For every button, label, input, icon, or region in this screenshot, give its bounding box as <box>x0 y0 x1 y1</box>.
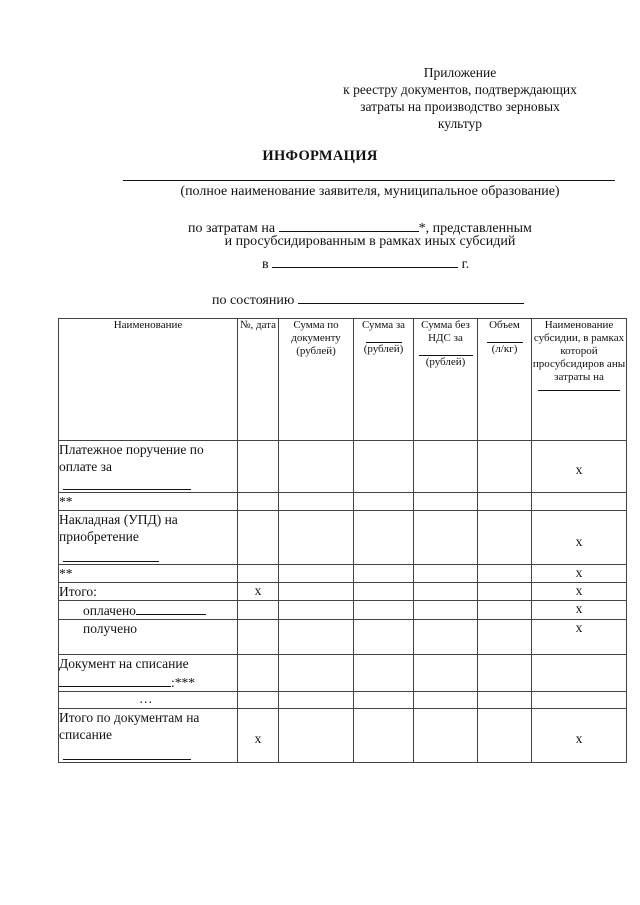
cell[interactable] <box>238 692 279 709</box>
header-volume-unit: (л/кг) <box>491 343 518 355</box>
cell[interactable] <box>532 692 627 709</box>
cell[interactable] <box>354 511 414 565</box>
costs-prefix: по затратам на <box>188 221 276 236</box>
row-waybill-label: Накладная (УПД) на приобретение <box>59 512 178 544</box>
document-title: ИНФОРМАЦИЯ <box>262 148 378 164</box>
cell[interactable] <box>354 583 414 601</box>
header-sum-for-label: Сумма за <box>361 319 406 331</box>
row-writeoff-label: Документ на списание <box>59 656 189 671</box>
cell[interactable] <box>478 709 532 763</box>
cell[interactable] <box>279 620 354 655</box>
table-row <box>59 655 627 692</box>
cell[interactable] <box>478 511 532 565</box>
cell[interactable] <box>354 441 414 493</box>
cell[interactable] <box>414 493 478 511</box>
table-row <box>59 709 627 763</box>
cell[interactable] <box>279 583 354 601</box>
cell[interactable] <box>478 620 532 655</box>
cell[interactable] <box>414 583 478 601</box>
appendix-line-1: Приложение <box>423 65 497 80</box>
row-stars-1: ** <box>59 493 238 511</box>
period-suffix: г. <box>461 257 470 272</box>
appendix-block <box>310 64 610 132</box>
applicant-caption: (полное наименование заявителя, муниципальное образование) <box>180 184 560 199</box>
row-waybill <box>59 511 238 565</box>
cell[interactable] <box>354 692 414 709</box>
table-row <box>59 493 627 511</box>
cell[interactable] <box>478 583 532 601</box>
row-payment-order-label: Платежное поручение по оплате за <box>59 442 204 474</box>
row-received-label: получено <box>83 621 138 636</box>
row-writeoff-mark: :*** <box>171 675 196 690</box>
cell[interactable] <box>279 601 354 620</box>
cell[interactable] <box>279 655 354 692</box>
row-received <box>59 620 238 655</box>
as-of-blank[interactable] <box>298 288 524 304</box>
table-row <box>59 565 627 583</box>
table-row <box>59 692 627 709</box>
cell[interactable] <box>478 441 532 493</box>
cell[interactable] <box>532 493 627 511</box>
row-total: Итого: <box>59 583 238 601</box>
header-sum-for <box>354 319 414 441</box>
cell[interactable] <box>238 493 279 511</box>
cell[interactable] <box>478 655 532 692</box>
cell[interactable] <box>414 565 478 583</box>
cell[interactable] <box>238 441 279 493</box>
row-total-writeoff <box>59 709 238 763</box>
cell[interactable] <box>414 709 478 763</box>
cell[interactable] <box>532 655 627 692</box>
row-ellipsis: … <box>59 692 238 709</box>
cell[interactable] <box>354 493 414 511</box>
mark-x: x <box>532 601 627 620</box>
table-row <box>59 583 627 601</box>
table-row <box>59 601 627 620</box>
writeoff-blank[interactable] <box>59 672 171 687</box>
total-writeoff-blank[interactable] <box>63 759 191 760</box>
header-sum-novat-unit: (рублей) <box>425 356 466 368</box>
period-line <box>262 252 469 273</box>
cell[interactable] <box>354 709 414 763</box>
row-paid <box>59 601 238 620</box>
cell[interactable] <box>478 692 532 709</box>
cell[interactable] <box>478 493 532 511</box>
cell[interactable] <box>414 655 478 692</box>
as-of-label: по состоянию <box>212 293 295 308</box>
cell[interactable] <box>414 601 478 620</box>
as-of-line <box>212 288 524 309</box>
table-row <box>59 511 627 565</box>
cell[interactable] <box>414 441 478 493</box>
mark-x: x <box>532 441 627 493</box>
costs-table <box>58 318 627 763</box>
costs-suffix: *, представленным <box>418 221 532 236</box>
header-subsidy-blank <box>538 390 620 391</box>
costs-line-2: и просубсидированным в рамках иных субсидий <box>224 234 516 249</box>
mark-x: x <box>238 583 279 601</box>
paid-blank[interactable] <box>136 601 206 615</box>
cell[interactable] <box>414 692 478 709</box>
mark-x: x <box>532 583 627 601</box>
header-volume <box>478 319 532 441</box>
appendix-line-3: затраты на производство зерновых <box>360 99 560 114</box>
header-name: Наименование <box>59 319 238 441</box>
cell[interactable] <box>279 692 354 709</box>
row-stars-2: ** <box>59 565 238 583</box>
period-blank[interactable] <box>272 252 458 268</box>
cell[interactable] <box>414 620 478 655</box>
costs-blank[interactable] <box>279 216 419 232</box>
row-payment-order <box>59 441 238 493</box>
cell[interactable] <box>238 620 279 655</box>
waybill-blank[interactable] <box>63 561 159 562</box>
cell[interactable] <box>238 655 279 692</box>
appendix-line-4: культур <box>437 116 483 131</box>
cell[interactable] <box>354 601 414 620</box>
row-total-writeoff-label: Итого по документам на списание <box>59 710 200 742</box>
cell[interactable] <box>354 565 414 583</box>
cell[interactable] <box>279 493 354 511</box>
cell[interactable] <box>354 620 414 655</box>
header-subsidy <box>532 319 627 441</box>
period-prefix: в <box>262 257 269 272</box>
table-row <box>59 441 627 493</box>
header-num-date: №, дата <box>238 319 279 441</box>
cell[interactable] <box>414 511 478 565</box>
header-volume-label: Объем <box>489 319 520 331</box>
mark-x: x <box>238 709 279 763</box>
header-sum-novat-label: Сумма без НДС за <box>421 319 470 344</box>
cell[interactable] <box>238 601 279 620</box>
table-row <box>59 620 627 655</box>
row-writeoff <box>59 655 238 692</box>
cell[interactable] <box>354 655 414 692</box>
mark-x: x <box>532 511 627 565</box>
table-header-row <box>59 319 627 441</box>
cell[interactable] <box>279 511 354 565</box>
mark-x: x <box>532 620 627 655</box>
cell[interactable] <box>478 565 532 583</box>
cell[interactable] <box>238 511 279 565</box>
cell[interactable] <box>279 709 354 763</box>
mark-x: x <box>532 565 627 583</box>
header-sum-doc: Сумма по документу (рублей) <box>279 319 354 441</box>
mark-x: x <box>532 709 627 763</box>
applicant-name-line[interactable] <box>123 180 615 181</box>
header-sum-novat <box>414 319 478 441</box>
payment-blank[interactable] <box>63 489 191 490</box>
cell[interactable] <box>478 601 532 620</box>
appendix-line-2: к реестру документов, подтверждающих <box>343 82 577 97</box>
cell[interactable] <box>238 565 279 583</box>
cell[interactable] <box>279 565 354 583</box>
cell[interactable] <box>279 441 354 493</box>
header-sum-for-unit: (рублей) <box>363 343 404 355</box>
header-subsidy-label: Наименование субсидии, в рамках которой просубсидиров аны затраты на <box>532 319 626 383</box>
row-paid-label: оплачено <box>83 603 136 618</box>
